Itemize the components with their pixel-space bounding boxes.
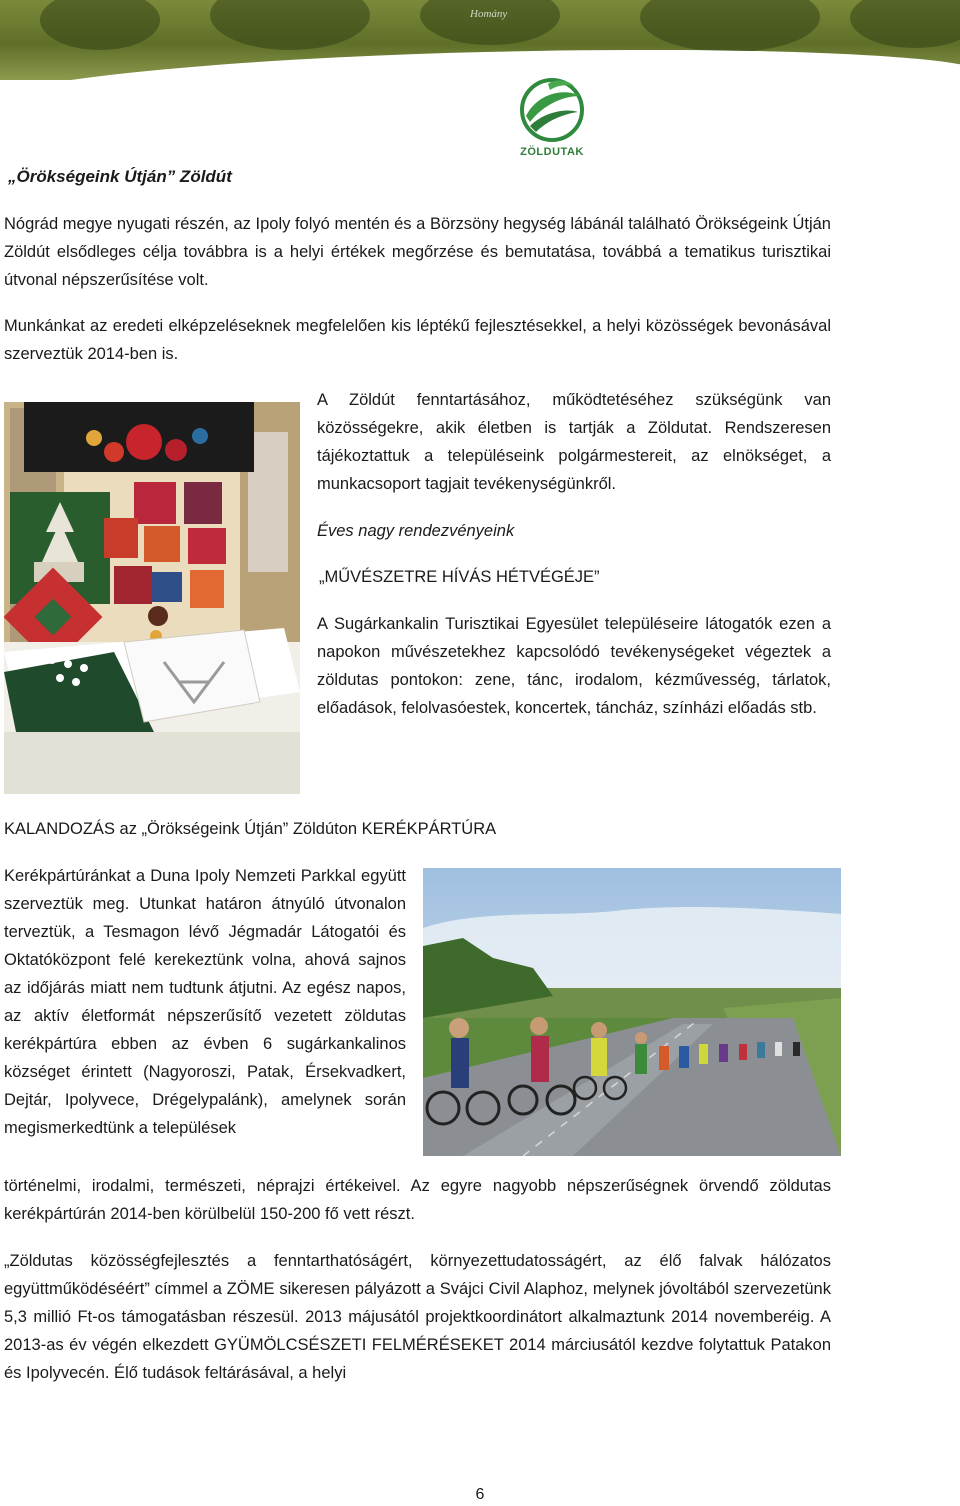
logo-text: ZÖLDUTAK (520, 146, 584, 158)
banner-caption: Homány (470, 8, 508, 20)
bike-tour-heading: KALANDOZÁS az „Örökségeink Útján” Zöldúton KERÉKPÁRTÚRA (4, 820, 497, 838)
event-title: „MŰVÉSZETRE HÍVÁS HÉTVÉGÉJE” (319, 568, 600, 586)
community-paragraph: A Zöldút fenntartásához, működtetéséhez szükségünk van közösségekre, akik életben is tartják a Zöldutat. Rendszeresen tájékoztattuk a településeink polgármestereit, az elnökséget, a munkacsoport tagjait tevékenységünkről. (317, 391, 831, 493)
events-heading: Éves nagy rendezvényeink (317, 522, 515, 540)
page-number: 6 (475, 1486, 485, 1503)
header-banner-image (0, 0, 960, 80)
intro-paragraph: Nógrád megye nyugati részén, az Ipoly folyó mentén és a Börzsöny hegység lábánál található Örökségeink Útján Zöldút elsődleges célja továbbra is a helyi értékek megőrzése és bemutatása, továbbá a tematikus turisztikai útvonal népszerűsítése volt. (4, 215, 831, 289)
event-description: A Sugárkankalin Turisztikai Egyesület településeire látogatók ezen a napokon művészetekhez kapcsolódó tevékenységeket végeztek a zöldutas pontokon: zene, tánc, irodalom, kézművesség, tárlatok, előadások, felolvasóestek, koncertek, táncház, színházi előadás stb. (317, 615, 831, 717)
cyclists-photo (423, 868, 841, 1156)
page-title: „Örökségeink Útján” Zöldút (8, 167, 232, 186)
zoldutak-logo-mark (508, 74, 596, 144)
bike-tour-paragraph-continued: történelmi, irodalmi, természeti, néprajzi értékeivel. Az egyre nagyobb népszerűségnek örvendő zöldutas kerékpártúrán 2014-ben körülbelül 150-200 fő vett részt. (4, 1177, 831, 1223)
work-paragraph: Munkánkat az eredeti elképzeléseknek megfelelően kis léptékű fejlesztésekkel, a helyi közösségek bevonásával szerveztük 2014-ben is. (4, 317, 831, 363)
bike-tour-paragraph: Kerékpártúránkat a Duna Ipoly Nemzeti Parkkal együtt szerveztük meg. Utunkat határon átnyúló útvonalon terveztük, a Tesmagon lévő Jégmadár Látogatói és Oktatóközpont felé kerekeztünk volna, ahová sajnos az időjárás miatt nem tudtunk átjutni. Az egész napos, az aktív életformát népszerűsítő vezetett zöldutas kerékpártúra ebben az évben 6 sugárkankalinos községet érintett (Nagyoroszi, Patak, Érsekvadkert, Dejtár, Ipolyvece, Drégelypalánk), amelynek során megismerkedtünk a települések (4, 867, 406, 1137)
exhibition-photo (4, 402, 300, 794)
project-paragraph: „Zöldutas közösségfejlesztés a fenntarthatóságért, környezettudatosságért, az élő falvak hálózatos együttműködéséért” címmel a ZÖME sikeresen pályázott a Svájci Civil Alaphoz, melynek jóvoltából szervezetünk 5,3 millió Ft-os támogatásban részesül. 2013 májusától projektkoordinátort alkalmaztunk 2014 novemberéig. A 2013-as év végén elkezdett GYÜMÖLCSÉSZETI FELMÉRÉSEKET 2014 márciusától kezdve folytattuk Patakon és Ipolyvecén. Élő tudások feltárásával, a helyi (4, 1252, 831, 1382)
zoldutak-logo (508, 74, 596, 164)
